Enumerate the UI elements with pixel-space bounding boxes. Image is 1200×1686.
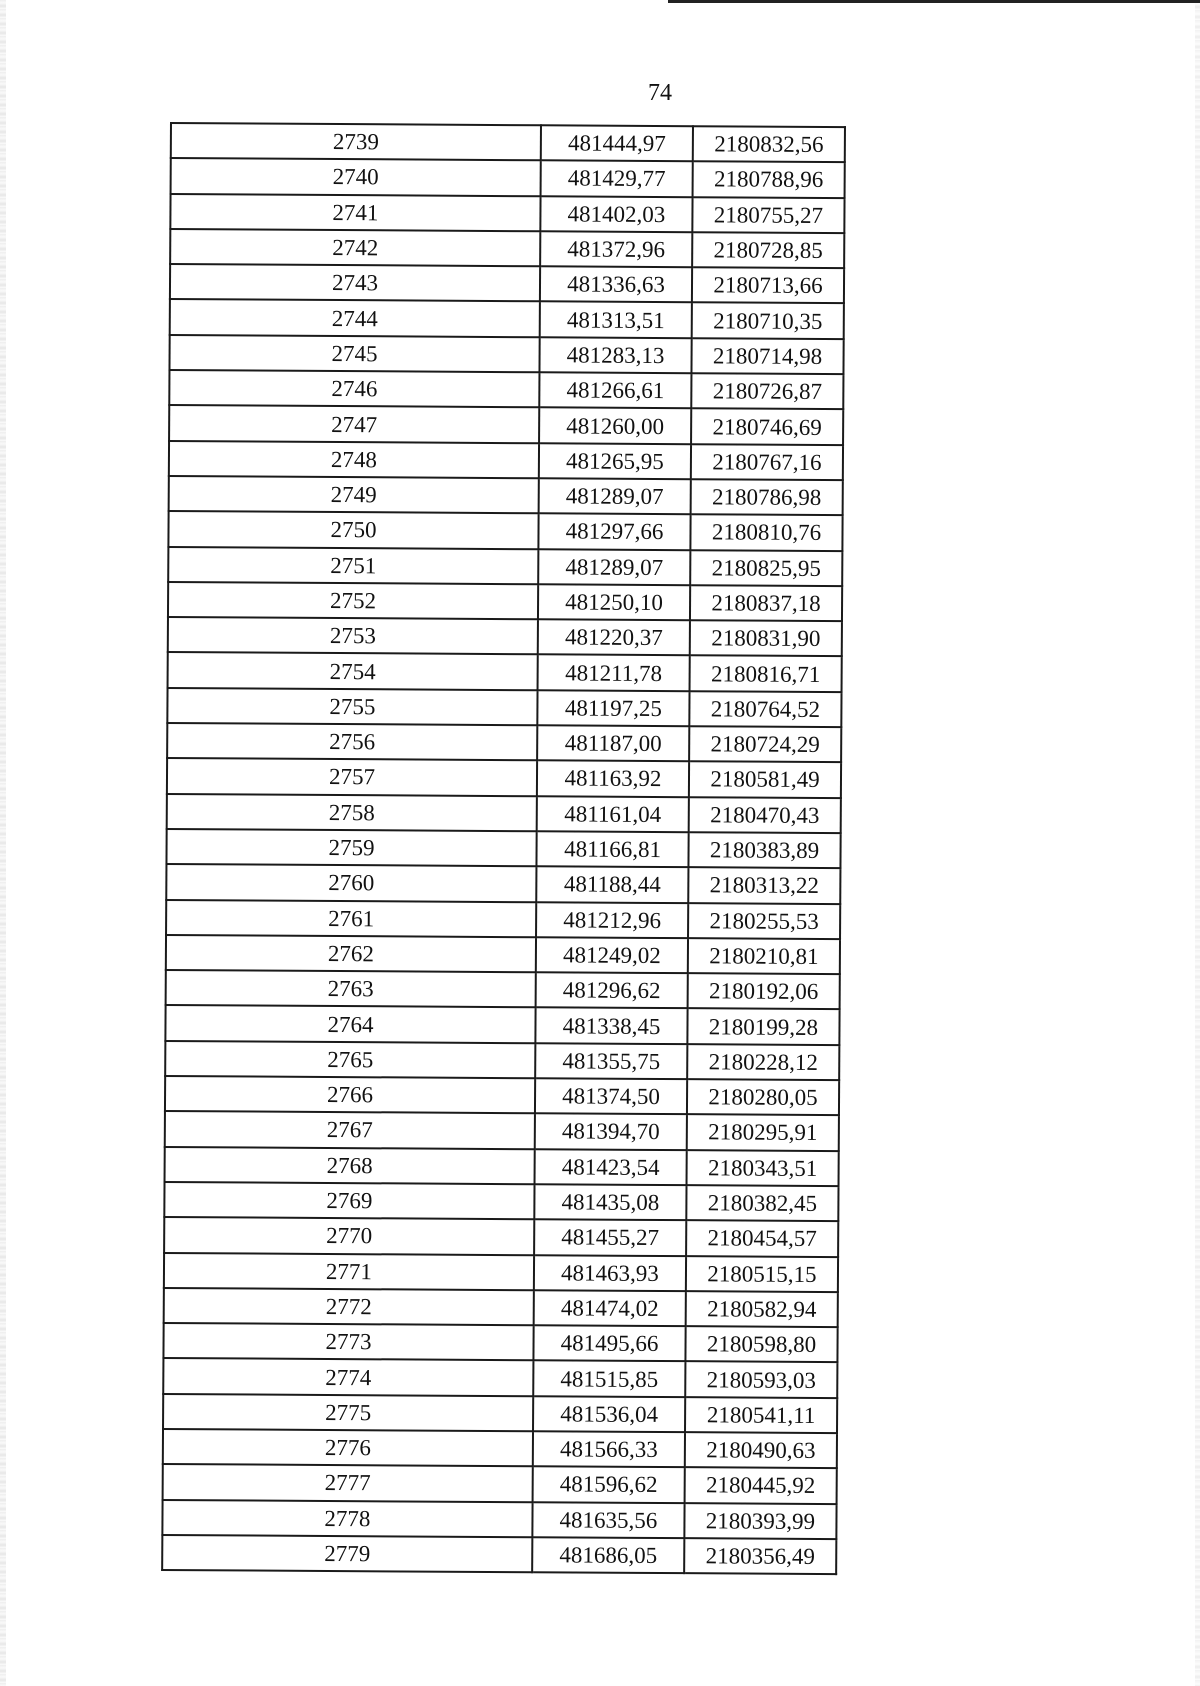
y-coordinate-cell: 2180728,85 [692,232,844,268]
y-coordinate-cell: 2180295,91 [687,1114,839,1150]
table-row [167,688,841,727]
point-number-cell: 2774 [163,1358,533,1396]
table-row [170,264,844,303]
table-row [167,794,841,833]
y-coordinate-cell: 2180788,96 [693,161,845,197]
x-coordinate-cell: 481515,85 [533,1361,685,1397]
scan-right-edge [1195,0,1200,1686]
x-coordinate-cell: 481220,37 [538,619,690,655]
y-coordinate-cell: 2180724,29 [689,726,841,762]
table-row [171,123,845,162]
y-coordinate-cell: 2180445,92 [685,1467,837,1503]
point-number-cell: 2773 [163,1323,533,1361]
x-coordinate-cell: 481444,97 [541,125,693,161]
table-row [164,1217,838,1256]
table-row [163,1464,837,1503]
y-coordinate-cell: 2180383,89 [688,832,840,868]
table-row [165,1111,839,1150]
y-coordinate-cell: 2180810,76 [690,514,842,550]
x-coordinate-cell: 481463,93 [534,1255,686,1291]
table-row [165,1005,839,1044]
x-coordinate-cell: 481338,45 [535,1008,687,1044]
y-coordinate-cell: 2180755,27 [692,197,844,233]
point-number-cell: 2743 [170,264,540,302]
point-number-cell: 2764 [165,1005,535,1043]
x-coordinate-cell: 481163,92 [537,761,689,797]
point-number-cell: 2757 [167,758,537,796]
point-number-cell: 2744 [170,299,540,337]
coordinates-table-body [162,123,845,1574]
x-coordinate-cell: 481455,27 [534,1219,686,1255]
y-coordinate-cell: 2180280,05 [687,1079,839,1115]
table-row [171,158,845,197]
y-coordinate-cell: 2180470,43 [689,797,841,833]
x-coordinate-cell: 481266,61 [539,372,691,408]
table-row [166,864,840,903]
table-row [163,1358,837,1397]
point-number-cell: 2766 [165,1076,535,1114]
y-coordinate-cell: 2180726,87 [691,373,843,409]
point-number-cell: 2740 [171,158,541,196]
table-row [164,1182,838,1221]
point-number-cell: 2776 [163,1429,533,1467]
y-coordinate-cell: 2180581,49 [689,762,841,798]
table-row [165,1147,839,1186]
point-number-cell: 2763 [166,970,536,1008]
point-number-cell: 2760 [166,864,536,902]
point-number-cell: 2756 [167,723,537,761]
x-coordinate-cell: 481423,54 [535,1149,687,1185]
y-coordinate-cell: 2180313,22 [688,867,840,903]
table-row [168,547,842,586]
point-number-cell: 2748 [169,441,539,479]
x-coordinate-cell: 481296,62 [536,972,688,1008]
point-number-cell: 2777 [163,1464,533,1502]
x-coordinate-cell: 481289,07 [538,549,690,585]
y-coordinate-cell: 2180199,28 [687,1009,839,1045]
point-number-cell: 2753 [168,617,538,655]
page-number: 74 [648,80,672,106]
point-number-cell: 2742 [170,229,540,267]
point-number-cell: 2741 [170,194,540,232]
table-row [168,582,842,621]
table-row [170,229,844,268]
y-coordinate-cell: 2180767,16 [691,444,843,480]
y-coordinate-cell: 2180816,71 [690,656,842,692]
point-number-cell: 2769 [164,1182,534,1220]
x-coordinate-cell: 481313,51 [540,302,692,338]
table-row [163,1429,837,1468]
y-coordinate-cell: 2180192,06 [688,973,840,1009]
y-coordinate-cell: 2180541,11 [685,1397,837,1433]
point-number-cell: 2747 [169,405,539,443]
table-row [164,1252,838,1291]
table-row [168,617,842,656]
table-row [162,1535,836,1574]
y-coordinate-cell: 2180713,66 [692,267,844,303]
x-coordinate-cell: 481161,04 [537,796,689,832]
point-number-cell: 2772 [164,1288,534,1326]
point-number-cell: 2739 [171,123,541,161]
point-number-cell: 2752 [168,582,538,620]
point-number-cell: 2767 [165,1111,535,1149]
scan-left-edge [0,0,6,1686]
y-coordinate-cell: 2180582,94 [686,1291,838,1327]
point-number-cell: 2758 [167,794,537,832]
point-number-cell: 2750 [168,511,538,549]
x-coordinate-cell: 481596,62 [533,1467,685,1503]
x-coordinate-cell: 481635,56 [532,1502,684,1538]
y-coordinate-cell: 2180255,53 [688,903,840,939]
y-coordinate-cell: 2180356,49 [684,1538,836,1574]
point-number-cell: 2762 [166,935,536,973]
x-coordinate-cell: 481435,08 [534,1184,686,1220]
point-number-cell: 2745 [169,335,539,373]
y-coordinate-cell: 2180746,69 [691,409,843,445]
x-coordinate-cell: 481249,02 [536,937,688,973]
point-number-cell: 2749 [169,476,539,514]
x-coordinate-cell: 481566,33 [533,1431,685,1467]
x-coordinate-cell: 481187,00 [537,725,689,761]
point-number-cell: 2746 [169,370,539,408]
y-coordinate-cell: 2180210,81 [688,938,840,974]
x-coordinate-cell: 481495,66 [533,1325,685,1361]
x-coordinate-cell: 481686,05 [532,1537,684,1573]
x-coordinate-cell: 481166,81 [536,831,688,867]
x-coordinate-cell: 481250,10 [538,584,690,620]
point-number-cell: 2770 [164,1217,534,1255]
point-number-cell: 2754 [168,652,538,690]
x-coordinate-cell: 481265,95 [539,443,691,479]
table-row [167,723,841,762]
y-coordinate-cell: 2180598,80 [685,1326,837,1362]
table-row [169,476,843,515]
y-coordinate-cell: 2180228,12 [687,1044,839,1080]
x-coordinate-cell: 481297,66 [538,514,690,550]
coordinates-table [161,122,846,1575]
x-coordinate-cell: 481394,70 [535,1114,687,1150]
y-coordinate-cell: 2180343,51 [687,1150,839,1186]
table-row [165,1076,839,1115]
point-number-cell: 2751 [168,547,538,585]
table-row [166,829,840,868]
table-row [162,1500,836,1539]
x-coordinate-cell: 481372,96 [540,231,692,267]
x-coordinate-cell: 481197,25 [537,690,689,726]
y-coordinate-cell: 2180764,52 [689,691,841,727]
table-row [163,1323,837,1362]
table-row [167,758,841,797]
point-number-cell: 2759 [166,829,536,867]
table-row [168,652,842,691]
y-coordinate-cell: 2180393,99 [684,1503,836,1539]
x-coordinate-cell: 481374,50 [535,1078,687,1114]
y-coordinate-cell: 2180454,57 [686,1220,838,1256]
x-coordinate-cell: 481212,96 [536,902,688,938]
y-coordinate-cell: 2180515,15 [686,1256,838,1292]
table-row [169,370,843,409]
x-coordinate-cell: 481402,03 [540,196,692,232]
x-coordinate-cell: 481188,44 [536,866,688,902]
top-rule [668,0,1200,3]
x-coordinate-cell: 481474,02 [534,1290,686,1326]
point-number-cell: 2765 [165,1041,535,1079]
table-row [166,935,840,974]
table-row [164,1288,838,1327]
y-coordinate-cell: 2180832,56 [693,126,845,162]
x-coordinate-cell: 481536,04 [533,1396,685,1432]
y-coordinate-cell: 2180382,45 [686,1185,838,1221]
y-coordinate-cell: 2180714,98 [691,338,843,374]
table-row [163,1394,837,1433]
table-row [166,970,840,1009]
y-coordinate-cell: 2180831,90 [690,620,842,656]
table-row [166,900,840,939]
table-row [169,441,843,480]
point-number-cell: 2775 [163,1394,533,1432]
x-coordinate-cell: 481289,07 [539,478,691,514]
y-coordinate-cell: 2180786,98 [691,479,843,515]
y-coordinate-cell: 2180593,03 [685,1362,837,1398]
table-row [165,1041,839,1080]
table-row [168,511,842,550]
x-coordinate-cell: 481283,13 [539,337,691,373]
table-row [169,405,843,444]
point-number-cell: 2755 [167,688,537,726]
y-coordinate-cell: 2180825,95 [690,550,842,586]
x-coordinate-cell: 481336,63 [540,266,692,302]
point-number-cell: 2771 [164,1252,534,1290]
table-row [170,299,844,338]
x-coordinate-cell: 481260,00 [539,408,691,444]
point-number-cell: 2778 [162,1500,532,1538]
y-coordinate-cell: 2180710,35 [692,303,844,339]
point-number-cell: 2761 [166,900,536,938]
x-coordinate-cell: 481429,77 [541,161,693,197]
x-coordinate-cell: 481355,75 [535,1043,687,1079]
point-number-cell: 2779 [162,1535,532,1573]
table-row [170,194,844,233]
y-coordinate-cell: 2180490,63 [685,1432,837,1468]
x-coordinate-cell: 481211,78 [538,655,690,691]
y-coordinate-cell: 2180837,18 [690,585,842,621]
table-row [169,335,843,374]
point-number-cell: 2768 [165,1147,535,1185]
